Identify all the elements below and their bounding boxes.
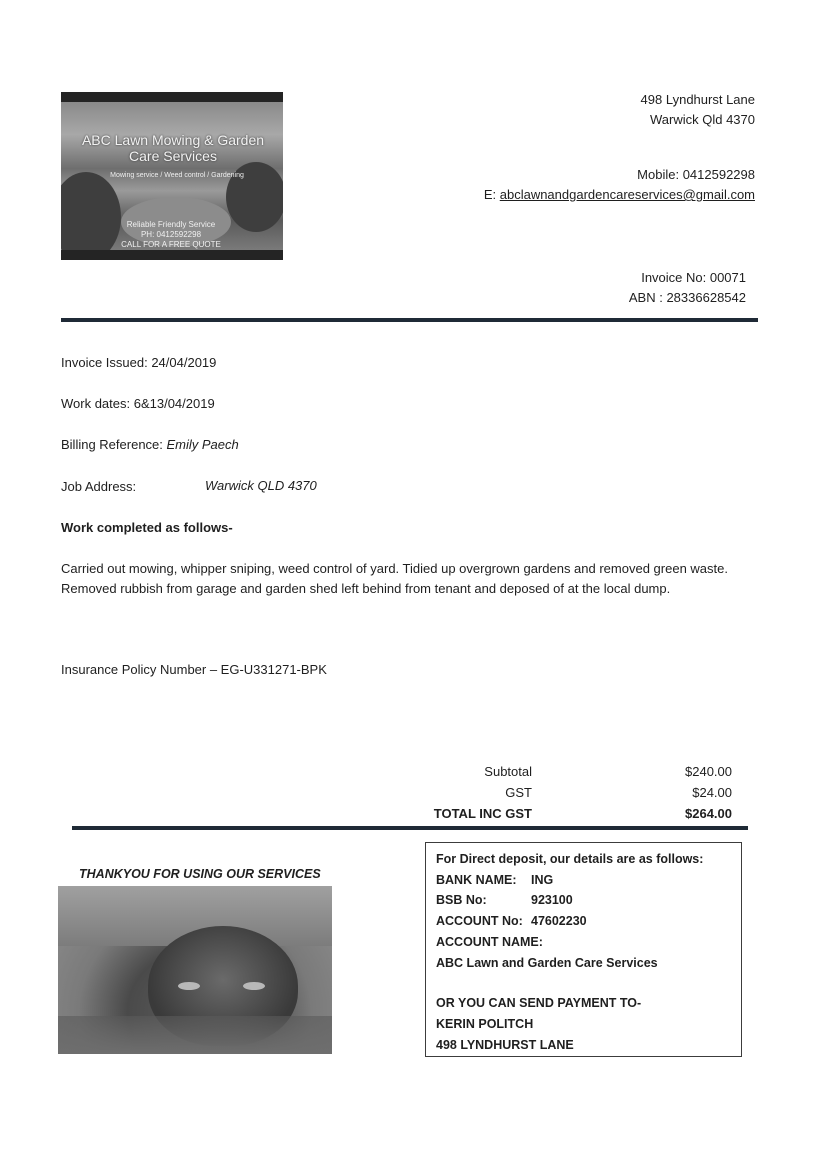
job-address-label: Job Address: xyxy=(61,479,137,494)
abn-number: ABN : 28336628542 xyxy=(628,290,746,305)
gst-label: GST xyxy=(505,785,532,800)
bank-name-row: BANK NAME: ING xyxy=(436,872,554,887)
mobile-number: Mobile: 0412592298 xyxy=(637,167,755,182)
total-value: $264.00 xyxy=(685,806,732,821)
company-address xyxy=(641,90,755,130)
alt-payment-name: KERIN POLITCH xyxy=(436,1016,534,1031)
total-label: TOTAL INC GST xyxy=(433,806,532,821)
alt-payment-address: 498 LYNDHURST LANE xyxy=(436,1037,574,1052)
totals-divider xyxy=(72,826,748,830)
account-number-row: ACCOUNT No: 47602230 xyxy=(436,914,587,929)
billing-reference-value: Emily Paech xyxy=(166,437,239,452)
logo-footer-text: Reliable Friendly Service PH: 0412592298 CALL FOR A FREE QUOTE xyxy=(121,220,221,249)
invoice-ids xyxy=(629,268,746,308)
logo-tagline: Mowing service / Weed control / Gardening xyxy=(110,172,244,179)
sculpture-right-eye xyxy=(243,982,265,990)
deposit-details-box xyxy=(425,842,742,1057)
logo-top-bar xyxy=(61,92,283,102)
sculpture-left-eye xyxy=(178,982,200,990)
billing-reference: Billing Reference: Emily Paech xyxy=(61,437,239,452)
subtotal-value: $240.00 xyxy=(685,764,732,779)
gst-row xyxy=(420,782,732,803)
deposit-heading: For Direct deposit, our details are as follows: xyxy=(436,852,704,866)
job-address-value: Warwick QLD 4370 xyxy=(205,478,317,493)
email-line: E: abclawnandgardencareservices@gmail.com xyxy=(483,187,755,202)
logo-title: ABC Lawn Mowing & Garden Care Services xyxy=(81,132,265,164)
garden-face-sculpture-photo xyxy=(58,886,332,1054)
company-contact xyxy=(484,165,755,205)
work-dates: Work dates: 6&13/04/2019 xyxy=(61,396,215,411)
total-row xyxy=(420,803,732,824)
insurance-policy: Insurance Policy Number – EG-U331271-BPK xyxy=(61,662,327,677)
account-name-value: ABC Lawn and Garden Care Services xyxy=(436,955,658,970)
logo-bottom-bar xyxy=(61,250,283,260)
header-divider xyxy=(61,318,758,322)
bsb-row: BSB No: 923100 xyxy=(436,893,573,908)
company-logo xyxy=(61,92,283,260)
thank-you-text: THANKYOU FOR USING OUR SERVICES xyxy=(79,867,321,881)
totals-table xyxy=(420,761,732,824)
invoice-number: Invoice No: 00071 xyxy=(641,270,746,285)
subtotal-label: Subtotal xyxy=(484,764,532,779)
gst-value: $24.00 xyxy=(692,785,732,800)
work-heading: Work completed as follows- xyxy=(61,520,233,535)
email-link[interactable]: abclawnandgardencareservices@gmail.com xyxy=(499,187,755,202)
account-name-label: ACCOUNT NAME: xyxy=(436,934,543,949)
alt-payment-heading: OR YOU CAN SEND PAYMENT TO- xyxy=(436,996,642,1011)
invoice-issued: Invoice Issued: 24/04/2019 xyxy=(61,355,217,370)
subtotal-row xyxy=(420,761,732,782)
address-line-2: Warwick Qld 4370 xyxy=(650,112,755,127)
address-line-1: 498 Lyndhurst Lane xyxy=(640,92,755,107)
logo-photo xyxy=(61,102,283,250)
work-description: Carried out mowing, whipper sniping, weed control of yard. Tidied up overgrown gardens and removed green waste. Removed rubbish from garage and garden shed left behind from tenant and deposed of at the local dump. xyxy=(61,561,728,596)
